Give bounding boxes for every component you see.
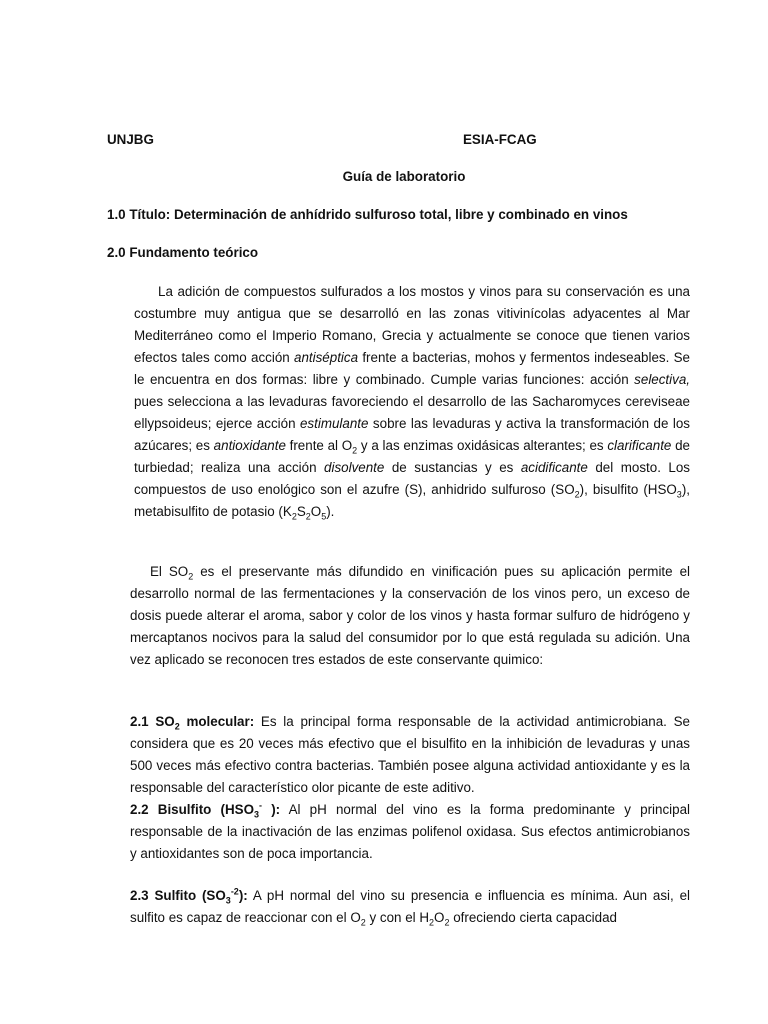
paragraph-so2: El $SO_2$ es el preservante más difundido en vinificación pues su aplicación permite el desarrollo normal de las fermentaciones y la conservación de los vinos pero, un exceso de dosis puede alterar el aroma, sabor y color de los vinos y hasta formar sulfuro de hidrógeno y mercaptanos nocivos para la salud del consumidor por lo que está regulada su adición. Una vez aplicado se reconocen tres estados de este conservante quimico: bbox=[130, 564, 690, 667]
document-title: Guía de laboratorio bbox=[342, 169, 466, 184]
header-institution: UNJBG bbox=[107, 132, 154, 147]
paragraph-forms: 2.1 $SO_2$ molecular: Es la principal forma responsable de la actividad antimicrobiana. Se considera que es 20 veces más efectivo que el bisulfito en la inhibición de levaduras y unas 500 veces más efectivo contra bacterias. También posee alguna actividad antioxidante y es la responsable del característico olor picante de este aditivo. 2.2 Bisulfito ($HSO_3^-$ ): Al pH normal del vino es la forma predominante y principal responsable de la inactivación de las enzimas polifenol oxidasa. Sus efectos antimicrobianos y antioxidantes son de poca importancia. bbox=[130, 714, 691, 861]
section-2-heading: 2.0 Fundamento teórico bbox=[107, 245, 259, 260]
header-faculty: ESIA-FCAG bbox=[463, 132, 537, 147]
paragraph-sulfito: 2.3 Sulfito $(SO_3^{-2})$: A pH normal del vino su presencia e influencia es mínima. Aun asi, el sulfito es capaz de reaccionar con el $O_2$ y con el $H_2O_2$ ofreciendo cierta capacidad bbox=[130, 886, 691, 928]
subheading-so2-molecular: 2.1 $SO_2$ molecular: bbox=[130, 714, 255, 732]
subheading-sulfito: 2.3 Sulfito $(SO_3^{-2})$: bbox=[130, 886, 248, 906]
paragraph-intro: La adición de compuestos sulfurados a los mostos y vinos para su conservación es una costumbre muy antigua que se desarrolló en las zonas vitivinícolas adyacentes al Mar Mediterráneo como el Imperio Romano, Grecia y actualmente se conoce que tienen varios efectos tales como acción antiséptica frente a bacterias, mohos y fermentos indeseables. Se le encuentra en dos formas: libre y combinado. Cumple varias funciones: acción selectiva, pues selecciona a las levaduras favoreciendo el desarrollo de las Sacharomyces cereviseae ellypsoideus; ejerce acción estimulante sobre las levaduras y activa la transformación de los azúcares; es antioxidante frente al $O_2$ y a las enzimas oxidásicas alterantes; es clarificante de turbiedad; realiza una acción disolvente de sustancias y es acidificante del mosto. Los compuestos de uso enológico son el azufre (S), anhidrido sulfuroso $(SO_2)$, bisulfito $(HSO_3)$, metabisulfito de potasio $(K_2S_2O_5)$. bbox=[134, 284, 691, 522]
section-1-heading: 1.0 Título: Determinación de anhídrido sulfuroso total, libre y combinado en vinos bbox=[107, 207, 628, 222]
subheading-bisulfito: 2.2 Bisulfito ($HSO_3^-$ ): bbox=[130, 800, 281, 820]
